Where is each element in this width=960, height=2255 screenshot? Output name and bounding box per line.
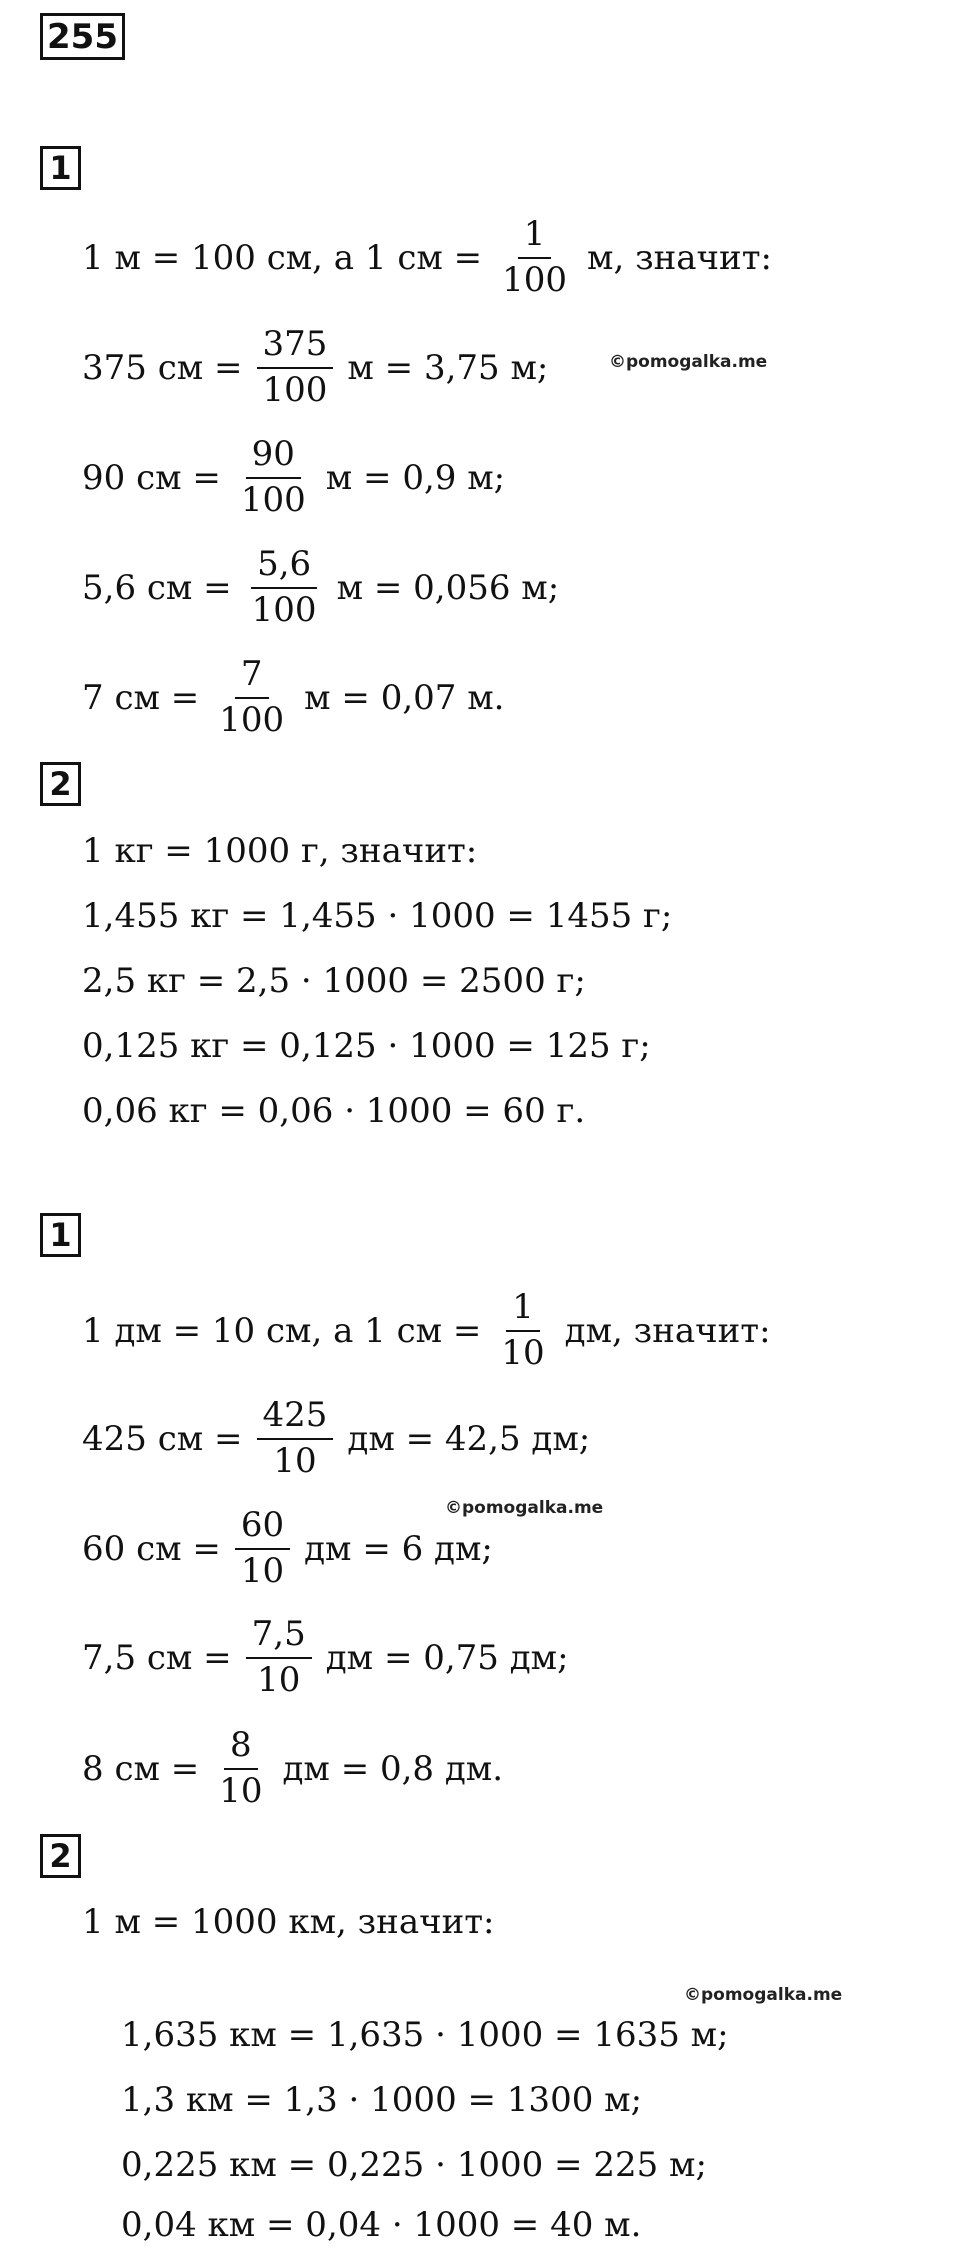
part-2-intro: 1 кг = 1000 г, значит: bbox=[82, 831, 478, 871]
part-3-line-2: 60 см = $\frac{60}{10}$ дм = 6 дм; bbox=[82, 1505, 493, 1591]
fraction: $\frac{5,6}{100}$ bbox=[251, 544, 317, 630]
part-2-line-4: 0,06 кг = 0,06 · 1000 = 60 г. bbox=[82, 1091, 586, 1131]
fraction: $\frac{8}{10}$ bbox=[219, 1725, 263, 1811]
part-1-intro: 1 м = 100 см, а 1 см = $\frac{1}{100}$ м, значит: bbox=[82, 214, 772, 300]
part-3-label: 1 bbox=[40, 1213, 81, 1257]
fraction: $\frac{90}{100}$ bbox=[240, 434, 306, 520]
watermark: ©pomogalka.me bbox=[609, 352, 768, 372]
fraction: $\frac{1}{10}$ bbox=[501, 1287, 545, 1373]
part-4-line-2: 1,3 км = 1,3 · 1000 = 1300 м; bbox=[121, 2080, 643, 2120]
task-number: 255 bbox=[40, 13, 125, 60]
part-1-label: 1 bbox=[40, 146, 81, 190]
fraction: $\frac{375}{100}$ bbox=[257, 327, 334, 408]
watermark: ©pomogalka.me bbox=[445, 1498, 604, 1518]
part-3-line-4: 8 см = $\frac{8}{10}$ дм = 0,8 дм. bbox=[82, 1725, 504, 1811]
part-2-line-2: 2,5 кг = 2,5 · 1000 = 2500 г; bbox=[82, 961, 586, 1001]
part-2-label: 2 bbox=[40, 762, 81, 806]
part-1-line-1: 375 см = $\frac{375}{100}$ м = 3,75 м; bbox=[82, 324, 549, 410]
part-1-line-3: 5,6 см = $\frac{5,6}{100}$ м = 0,056 м; bbox=[82, 544, 560, 630]
fraction: $\frac{7}{100}$ bbox=[219, 654, 285, 740]
watermark: ©pomogalka.me bbox=[684, 1985, 843, 2005]
part-1-line-4: 7 см = $\frac{7}{100}$ м = 0,07 м. bbox=[82, 654, 505, 740]
part-4-line-1: 1,635 км = 1,635 · 1000 = 1635 м; bbox=[121, 2015, 729, 2055]
part-3-intro: 1 дм = 10 см, а 1 см = $\frac{1}{10}$ дм, значит: bbox=[82, 1287, 771, 1373]
fraction: $\frac{1}{100}$ bbox=[502, 214, 568, 300]
part-3-line-3: 7,5 см = $\frac{7,5}{10}$ дм = 0,75 дм; bbox=[82, 1614, 569, 1700]
fraction: $\frac{60}{10}$ bbox=[235, 1508, 290, 1589]
part-2-line-3: 0,125 кг = 0,125 · 1000 = 125 г; bbox=[82, 1026, 651, 1066]
fraction: $\frac{7,5}{10}$ bbox=[246, 1617, 312, 1698]
part-4-line-4: 0,04 км = 0,04 · 1000 = 40 м. bbox=[121, 2205, 642, 2245]
part-4-label: 2 bbox=[40, 1834, 81, 1878]
part-4-intro: 1 м = 1000 км, значит: bbox=[82, 1902, 495, 1942]
part-1-line-2: 90 см = $\frac{90}{100}$ м = 0,9 м; bbox=[82, 434, 506, 520]
part-2-line-1: 1,455 кг = 1,455 · 1000 = 1455 г; bbox=[82, 896, 673, 936]
part-3-line-1: 425 см = $\frac{425}{10}$ дм = 42,5 дм; bbox=[82, 1395, 591, 1481]
part-4-line-3: 0,225 км = 0,225 · 1000 = 225 м; bbox=[121, 2145, 707, 2185]
fraction: $\frac{425}{10}$ bbox=[257, 1398, 334, 1479]
